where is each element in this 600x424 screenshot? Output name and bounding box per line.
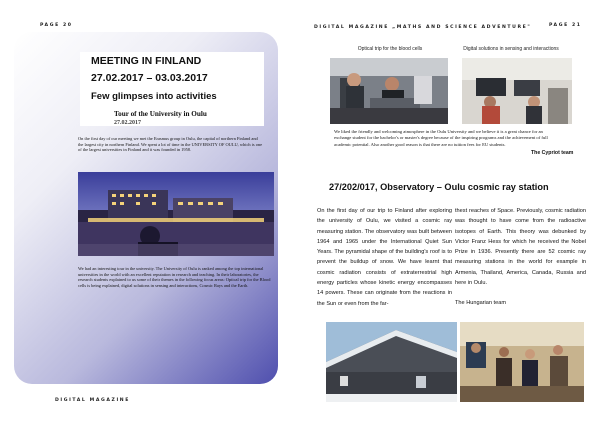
cypriot-team-sign: The Cypriot team <box>531 150 574 156</box>
hungarian-team-sign: The Hungarian team <box>455 300 506 306</box>
digital-lab-photo <box>462 58 572 124</box>
photo-caption-optical: Optical trip for the blood cells <box>357 46 423 52</box>
page-title: MEETING IN FINLAND <box>91 55 202 67</box>
observatory-building-photo <box>326 322 457 402</box>
page-number-right: PAGE 21 <box>549 23 582 28</box>
page-subtitle: Few glimpses into activities <box>91 91 217 102</box>
university-photo <box>78 172 274 256</box>
magazine-header: DIGITAL MAGAZINE „MATHS AND SCIENCE ADVENTURE" <box>314 25 532 30</box>
page-header-left: PAGE 20 <box>40 23 73 28</box>
optical-lab-photo <box>330 58 448 124</box>
tour-title: Tour of the University in Oulu <box>114 110 207 118</box>
tour-date: 27.02.2017 <box>114 120 141 126</box>
observatory-text-col2: thest reaches of Space. Previously, cosmic radiation was thought to have come from the radioactive isotopes of Earth. This theory was debunked by Victor Franz Hess for which he received the Nobel Prize in 1936. Presently there are 52 cosmic ray measuring stations in the world for example in Armenia, Thailand, America, Canada, Russia and here in Oulu. <box>455 208 586 287</box>
intro-text: On the first day of our meeting we met the Erasmus group in Oulu, the capital of northern Finland and the largest city in northern Finland. We spent a lot of time in the UNIVERSITY OF OULU, which is one of the largest universities in Finland and it was founded in 1958. <box>78 136 263 153</box>
meeting-dates: 27.02.2017 – 03.03.2017 <box>91 72 208 84</box>
observatory-title: 27/202/017, Observatory – Oulu cosmic ray station <box>329 182 549 192</box>
photo-caption-digital: Digital solutions in sensing and interactions <box>463 46 559 52</box>
observatory-text-col1: On the first day of our trip to Finland after exploring the university of Oulu, we visited a cosmic ray measuring station. The observatory was built between 1964 and 1965 under the International Quiet Sun Years. The pyramidal shape of the building's roof is to prevent the buildup of snow. We have learnt that cosmic radiation consists of extraterrestrial high energy particles whose kinetic energy encompasses 14 powers. These can originate from the reactions in the Sun or even from the far- <box>317 208 452 307</box>
observatory-interior-photo <box>460 322 584 402</box>
page-footer-left: DIGITAL MAGAZINE <box>55 398 130 403</box>
cypriot-text: We liked the friendly and welcoming atmosphere in the Oulu University and we believe it is a great chance for an exchange student for the bachelor's or master's degree because of the inspiring programs and the achievement of full academic potential. Also another good reason is that there are no tuition fees for EU students. <box>334 129 548 147</box>
tour-text: We had an interesting tour in the university. The University of Oulu is ranked among the top international universities in the world with an excellent reputation in research and teaching. In their laboratories, the research students explained to us some of their themes in the following focus areas: Optical trip for the Blood cells is being explained, digital solutions in sensing and interactions, Cosmic Rays and the Earth. <box>78 266 271 288</box>
